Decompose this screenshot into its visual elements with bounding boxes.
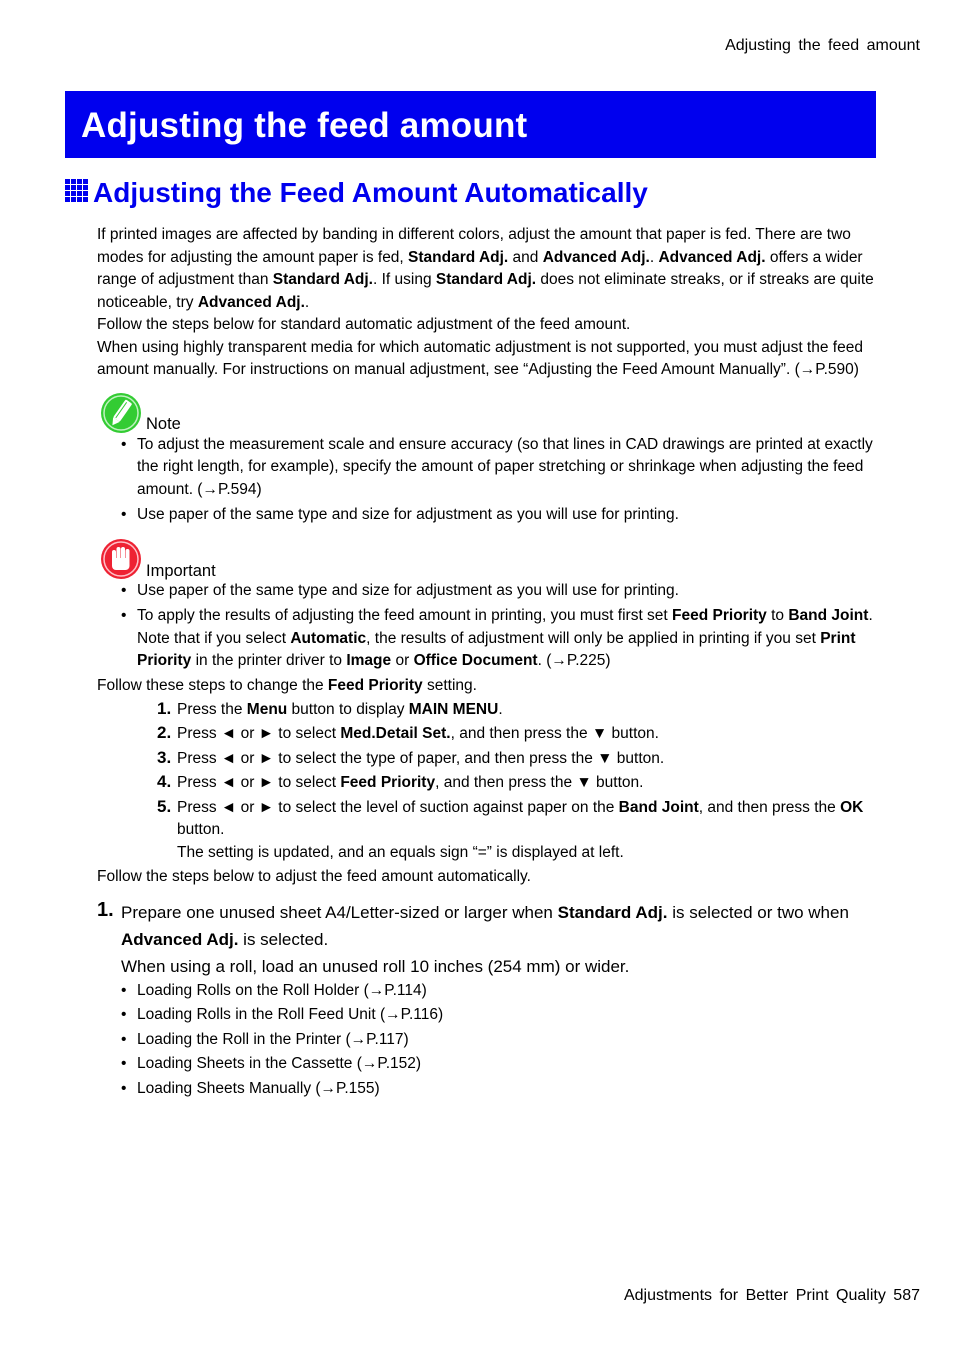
- section-title: Adjusting the Feed Amount Automatically: [93, 177, 648, 208]
- note-heading: [100, 392, 877, 434]
- roll-note: When using a roll, load an unused roll 10 inches (254 mm) or wider.: [121, 956, 630, 976]
- pencil-note-icon: [100, 392, 142, 434]
- grid-icon: [65, 179, 88, 202]
- link-item[interactable]: • Loading Rolls on the Roll Holder (→P.114): [97, 980, 877, 1003]
- list-item: • Use paper of the same type and size for adjustment as you will use for printing.: [97, 580, 877, 603]
- footer-section: Adjustments for Better Print Quality: [623, 1287, 886, 1304]
- step-result: The setting is updated, and an equals sign “=” is displayed at left.: [177, 843, 624, 861]
- link-item[interactable]: • Loading Sheets Manually (→P.155): [97, 1078, 877, 1101]
- main-content: [97, 224, 877, 1102]
- follow-steps-text: Follow the steps below to adjust the feed amount automatically.: [97, 868, 531, 886]
- intro-paragraph: If printed images are affected by banding in different colors, adjust the amount that paper is fed. There are two modes for adjusting the amount paper is fed, Standard Adj. and Advanced Adj.. Advanced Adj. offers a wider range of adjustment than Standard Adj.. If using Standard Adj. does not eliminate streaks, or if streaks are quite noticeable, try Advanced Adj..: [97, 226, 874, 311]
- link-item[interactable]: • Loading the Roll in the Printer (→P.117): [97, 1029, 877, 1052]
- step-item: 2. Press ◄ or ► to select Med.Detail Set., and then press the ▼ button.: [157, 723, 659, 743]
- note-label: Note: [146, 415, 181, 433]
- feed-priority-steps: [157, 699, 877, 865]
- page-number: 587: [893, 1287, 920, 1304]
- important-label: Important: [146, 561, 216, 580]
- intro-paragraph-2: Follow the steps below for standard automatic adjustment of the feed amount.: [97, 316, 631, 333]
- feed-priority-intro: Follow these steps to change the Feed Priority setting.: [97, 677, 477, 694]
- list-item: • Use paper of the same type and size for adjustment as you will use for printing.: [97, 504, 877, 527]
- link-item[interactable]: • Loading Sheets in the Cassette (→P.152): [97, 1053, 877, 1076]
- step-item: 4. Press ◄ or ► to select Feed Priority, and then press the ▼ button.: [157, 772, 644, 792]
- note-list: [97, 434, 877, 527]
- list-item: • To apply the results of adjusting the feed amount in printing, you must first set Feed Priority to Band Joint. Note that if you select Automatic, the results of adjustment will only be applied in printing if you set Print Priority in the printer driver to Image or Office Document. (→P.225): [97, 605, 877, 673]
- running-footer: [624, 1287, 920, 1305]
- link-item[interactable]: • Loading Rolls in the Roll Feed Unit (→P.116): [97, 1004, 877, 1027]
- important-heading: [100, 536, 877, 580]
- important-list: [97, 580, 877, 673]
- loading-links: [97, 980, 877, 1101]
- page-title: Adjusting the feed amount: [81, 106, 528, 145]
- stop-hand-icon: [100, 538, 142, 580]
- section-heading: [65, 177, 648, 209]
- page-title-bar: [65, 91, 876, 158]
- step-item: 3. Press ◄ or ► to select the type of paper, and then press the ▼ button.: [157, 747, 665, 767]
- running-header: Adjusting the feed amount: [725, 37, 920, 54]
- step-item: 1. Press the Menu button to display MAIN MENU.: [157, 698, 503, 718]
- intro-paragraph-3: When using highly transparent media for which automatic adjustment is not supported, you must adjust the feed amount manually. For instructions on manual adjustment, see “Adjusting the Feed Amount Manually”. (→P.590): [97, 338, 863, 378]
- list-item: • To adjust the measurement scale and ensure accuracy (so that lines in CAD drawings are printed at exactly the right length, for example), specify the amount of paper stretching or shrinkage when adjusting the feed amount. (→P.594): [97, 434, 877, 502]
- step-item: 5. Press ◄ or ► to select the level of suction against paper on the Band Joint, and then press the OK button. The setting is updated, and an equals sign “=” is displayed at left.: [157, 796, 864, 861]
- main-step-1: 1. Prepare one unused sheet A4/Letter-sized or larger when Standard Adj. is selected or two when Advanced Adj. is selected. When using a roll, load an unused roll 10 inches (254 mm) or wider.: [97, 899, 877, 980]
